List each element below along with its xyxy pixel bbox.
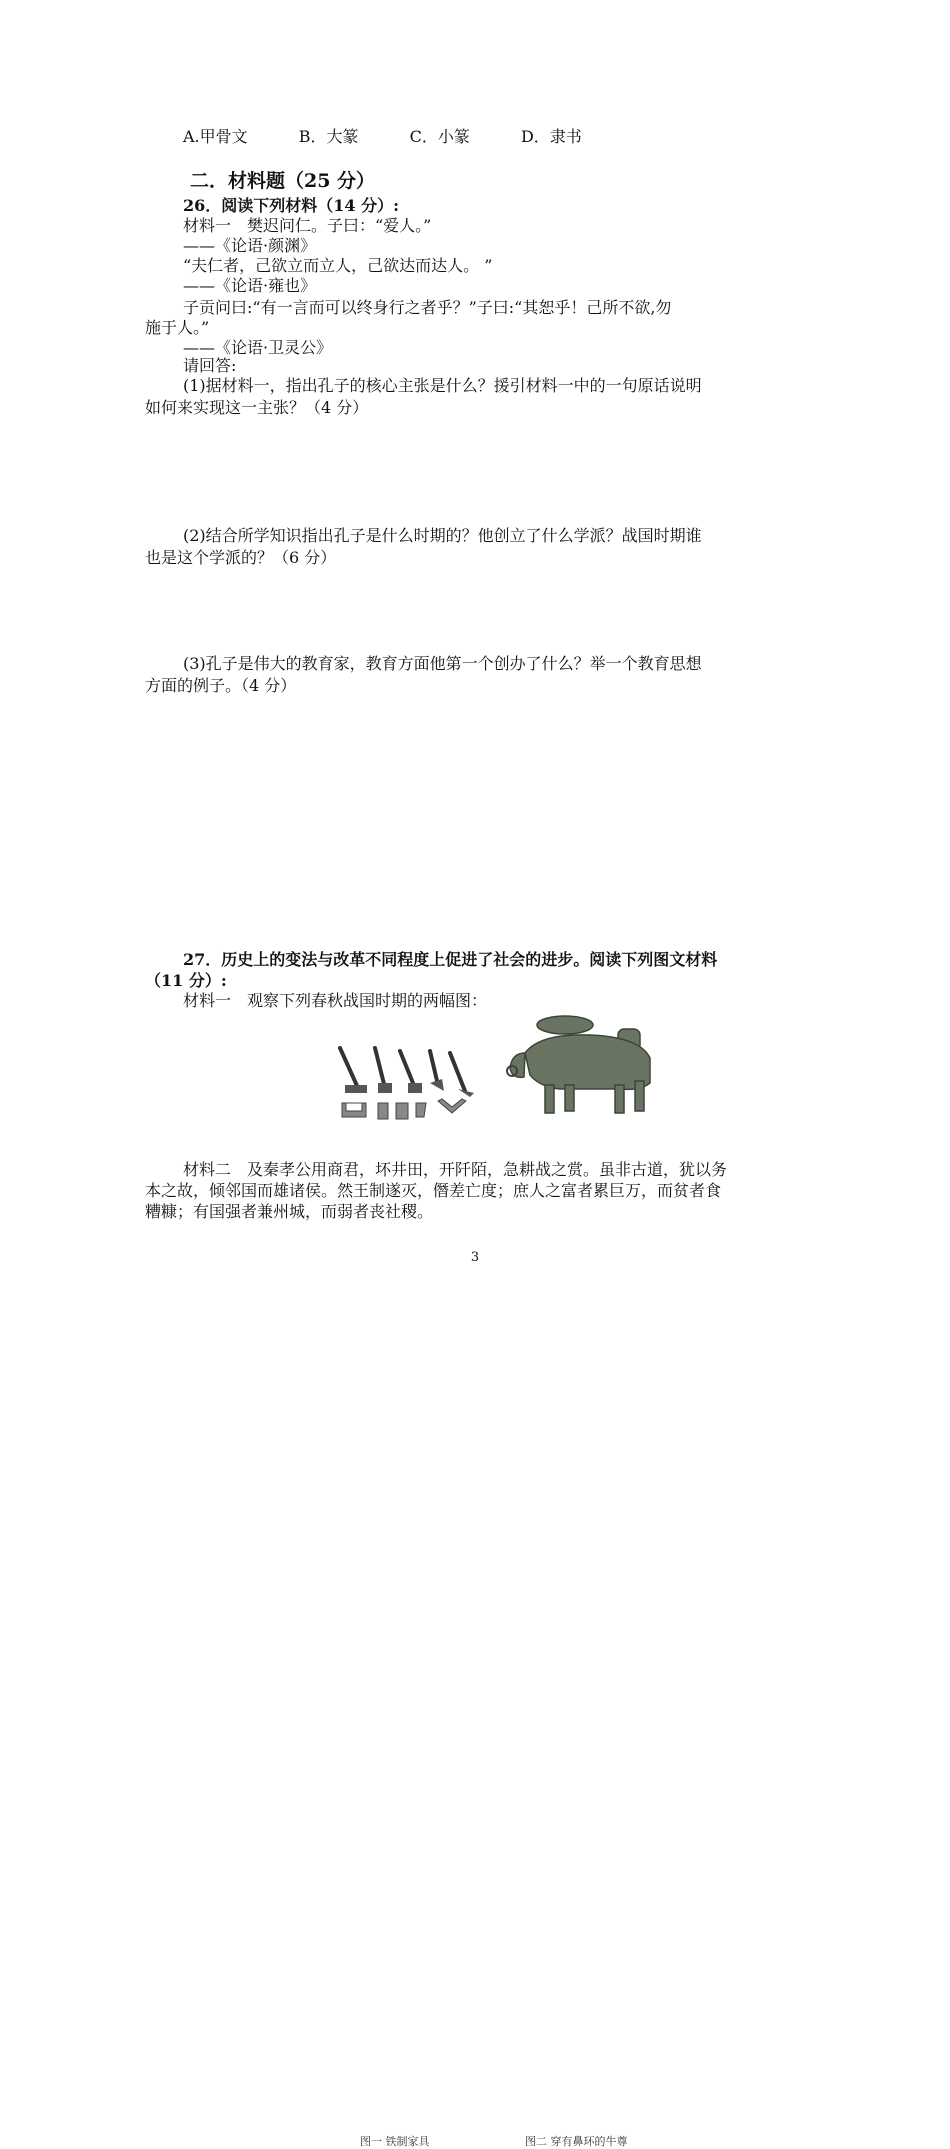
q27-title-line1: 27．历史上的变法与改革不同程度上促进了社会的进步。阅读下列图文材料 [183,950,718,969]
option-d: D．隶书 [520,127,582,146]
choice-options [183,124,628,147]
iron-tools-figure [330,1023,490,1128]
option-a: A.甲骨文 [183,127,248,146]
q27-material1: 材料一 观察下列春秋战国时期的两幅图： [183,991,488,1010]
option-b: B．大篆 [298,127,359,146]
q26-sub3-line1: (3)孔子是伟大的教育家，教育方面他第一个创办了什么？举一个教育思想 [183,654,702,673]
q27-material2-line1: 材料二 及秦孝公用商君，坏井田，开阡陌，急耕战之赏。虽非古道，犹以务 [183,1160,728,1179]
q26-source1: ——《论语·颜渊》 [183,236,317,255]
q26-sub1-line2: 如何来实现这一主张？（4 分） [145,398,369,417]
q26-quote3-line1: 子贡问曰:“有一言而可以终身行之者乎？”子曰:“其恕乎！己所不欲,勿 [183,298,672,317]
q26-title: 26．阅读下列材料（14 分）: [183,196,400,215]
figure2-caption: 图二 穿有鼻环的牛尊 [525,2135,628,2148]
q26-material1: 材料一 樊迟问仁。子曰：“爱人。” [183,216,432,235]
q26-sub2-line1: (2)结合所学知识指出孔子是什么时期的？他创立了什么学派？战国时期谁 [183,526,702,545]
q26-source2: ——《论语·雍也》 [183,276,317,295]
q26-source3: ——《论语·卫灵公》 [183,338,333,357]
q26-sub3-line2: 方面的例子。（4 分） [145,676,297,695]
option-c: C．小篆 [409,127,470,146]
figure1-caption: 图一 铁制家具 [360,2135,430,2148]
q26-sub1-line1: (1)据材料一，指出孔子的核心主张是什么？援引材料一中的一句原话说明 [183,376,702,395]
section-title: 二．材料题（25 分） [190,170,376,192]
ox-zun-figure [500,1013,660,1118]
q26-prompt: 请回答: [183,356,237,375]
q27-material2-line2: 本之故，倾邻国而雄诸侯。然王制遂灭，僭差亡度；庶人之富者累巨万，而贫者食 [145,1181,722,1200]
q27-material2-line3: 糟糠；有国强者兼州城，而弱者丧社稷。 [145,1202,434,1221]
q26-quote2: “夫仁者，己欲立而立人，己欲达而达人。 ” [183,256,493,275]
q26-quote3-line2: 施于人。” [145,318,210,337]
page-number: 3 [470,1250,480,1265]
q26-sub2-line2: 也是这个学派的？（6 分） [145,548,337,567]
q27-title-line2: （11 分）: [145,971,227,990]
